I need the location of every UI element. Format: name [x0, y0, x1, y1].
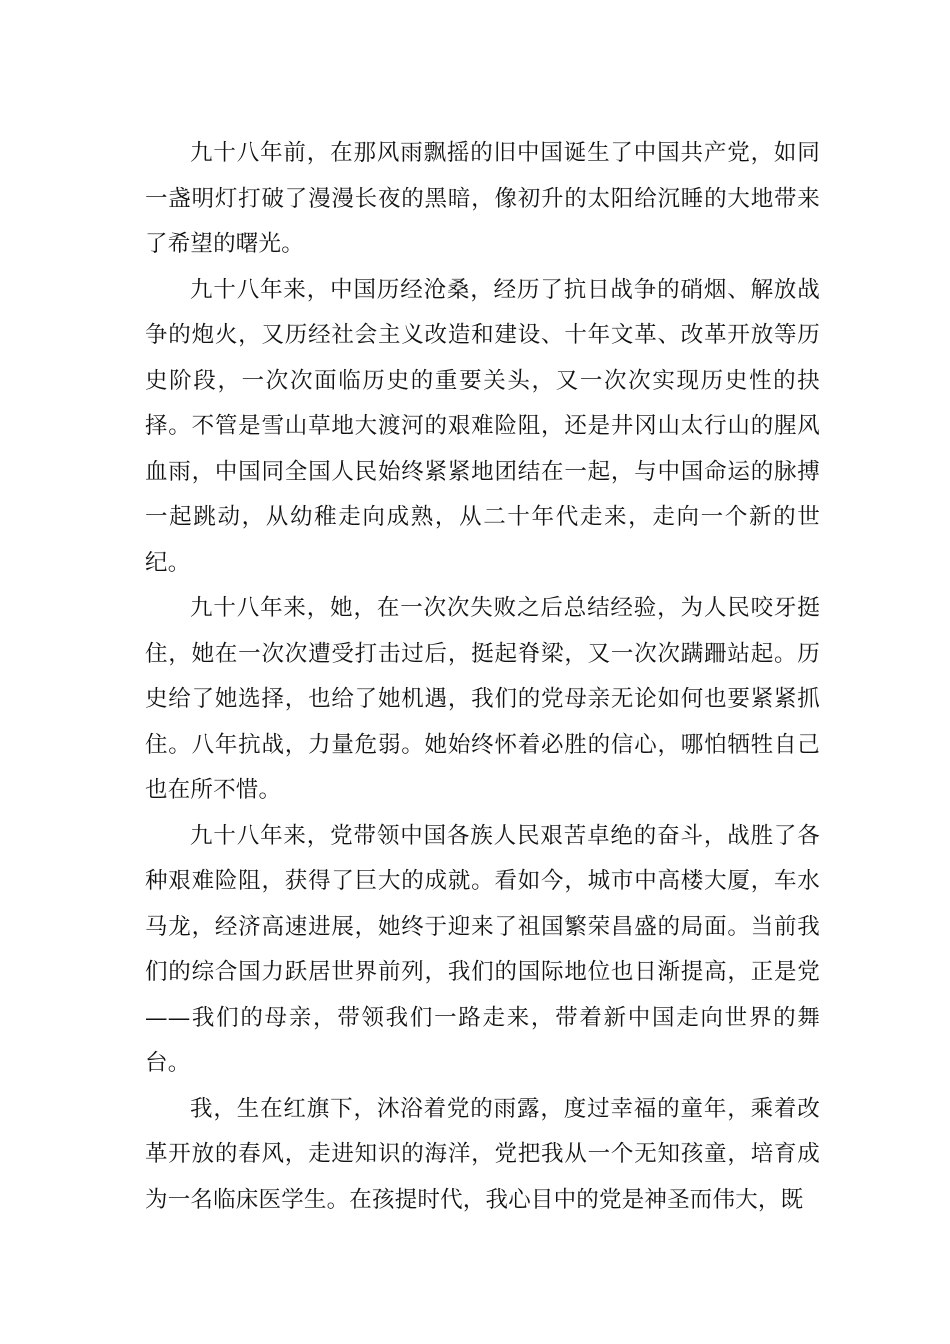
paragraph-2: 九十八年来，中国历经沧桑，经历了抗日战争的硝烟、解放战争的炮火，又历经社会主义改造和建设、十年文革、改革开放等历史阶段，一次次面临历史的重要关头，又一次次实现历史性的抉择。不管是雪山草地大渡河的艰难险阻，还是井冈山太行山的腥风血雨，中国同全国人民始终紧紧地团结在一起，与中国命运的脉搏一起跳动，从幼稚走向成熟，从二十年代走来，走向一个新的世纪。	[145, 276, 820, 576]
paragraph-5: 我，生在红旗下，沐浴着党的雨露，度过幸福的童年，乘着改革开放的春风，走进知识的海洋，党把我从一个无知孩童，培育成为一名临床医学生。在孩提时代，我心目中的党是神圣而伟大，既	[145, 1095, 820, 1213]
paragraph-3: 九十八年来，她，在一次次失败之后总结经验，为人民咬牙挺住，她在一次次遭受打击过后，挺起脊梁，又一次次蹒跚站起。历史给了她选择，也给了她机遇，我们的党母亲无论如何也要紧紧抓住。八年抗战，力量危弱。她始终怀着必胜的信心，哪怕牺牲自己也在所不惜。	[145, 595, 820, 803]
paragraph-1: 九十八年前，在那风雨飘摇的旧中国诞生了中国共产党，如同一盏明灯打破了漫漫长夜的黑暗，像初升的太阳给沉睡的大地带来了希望的曙光。	[145, 140, 820, 257]
document-body	[145, 131, 820, 1223]
paragraph-4: 九十八年来，党带领中国各族人民艰苦卓绝的奋斗，战胜了各种艰难险阻，获得了巨大的成就。看如今，城市中高楼大厦，车水马龙，经济高速进展，她终于迎来了祖国繁荣昌盛的局面。当前我们的综合国力跃居世界前列，我们的国际地位也日渐提高，正是党——我们的母亲，带领我们一路走来，带着新中国走向世界的舞台。	[145, 822, 820, 1076]
